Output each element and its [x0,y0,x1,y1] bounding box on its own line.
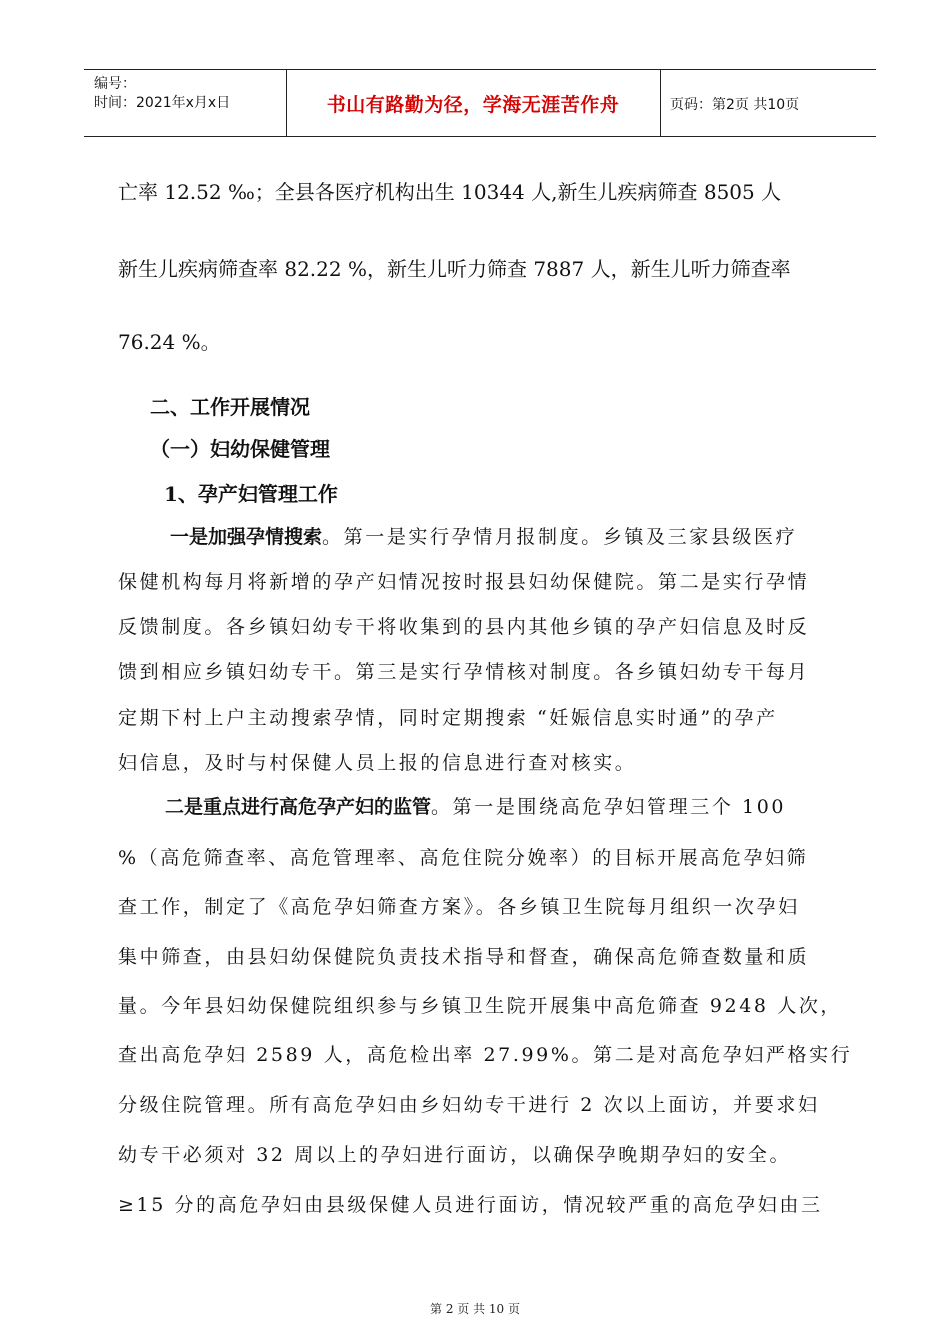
body-line: 量。今年县妇幼保健院组织参与乡镇卫生院开展集中高危筛查 9248 人次， [118,995,843,1017]
header-page-cell [660,70,876,136]
body-line: 查工作，制定了《高危孕妇筛查方案》。各乡镇卫生院每月组织一次孕妇 [118,896,800,918]
body-line: 妇信息，及时与村保健人员上报的信息进行查对核实。 [118,752,637,774]
paragraph-first-line [165,798,786,817]
section-heading: 二、工作开展情况 [150,395,310,419]
body-line: 集中筛查，由县妇幼保健院负责技术指导和督查，确保高危筛查数量和质 [118,946,810,968]
body-line: 分级住院管理。所有高危孕妇由乡妇幼专干进行 2 次以上面访，并要求妇 [118,1094,820,1116]
body-line: 幼专干必须对 32 周以上的孕妇进行面访，以确保孕晚期孕妇的安全。 [118,1144,792,1166]
body-line: 定期下村上户主动搜索孕情，同时定期搜索 “妊娠信息实时通”的孕产 [118,707,778,729]
subsection-heading: （一）妇幼保健管理 [150,437,330,461]
paragraph-text: 。第一是围绕高危孕妇管理三个 100 [431,796,787,818]
body-line: 亡率 12.52 ‰；全县各医疗机构出生 10344 人,新生儿疾病筛查 8505 人 [118,180,782,204]
body-line: ≥15 分的高危孕妇由县级保健人员进行面访，情况较严重的高危孕妇由三 [118,1194,823,1216]
page-footer: 第 2 页 共 10 页 [430,1302,520,1316]
paragraph-lead: 一是加强孕情搜索 [170,526,323,548]
page-header [84,69,876,137]
item-heading: 1、孕产妇管理工作 [164,482,338,506]
body-line: %（高危筛查率、高危管理率、高危住院分娩率）的目标开展高危孕妇筛 [118,847,809,869]
header-page-number: 页码：第2页 共10页 [670,97,800,113]
body-line: 查出高危孕妇 2589 人，高危检出率 27.99%。第二是对高危孕妇严格实行 [118,1044,853,1066]
header-meta-cell [84,70,287,136]
paragraph-lead: 二是重点进行高危孕产妇的监管 [165,796,432,818]
document-date-label: 时间：2021年x月x日 [94,95,231,111]
body-line: 保健机构每月将新增的孕产妇情况按时报县妇幼保健院。第二是实行孕情 [118,571,810,593]
paragraph-first-line [170,528,797,547]
document-number-label: 编号： [94,76,136,92]
body-line: 76.24 %。 [118,330,221,354]
header-motto-cell [286,70,661,136]
paragraph-text: 。第一是实行孕情月报制度。乡镇及三家县级医疗 [322,526,798,548]
body-line: 馈到相应乡镇妇幼专干。第三是实行孕情核对制度。各乡镇妇幼专干每月 [118,661,810,683]
body-line: 新生儿疾病筛查率 82.22 %，新生儿听力筛查 7887 人，新生儿听力筛查率 [118,257,791,281]
body-line: 反馈制度。各乡镇妇幼专干将收集到的县内其他乡镇的孕产妇信息及时反 [118,616,810,638]
header-motto: 书山有路勤为径，学海无涯苦作舟 [326,94,620,116]
